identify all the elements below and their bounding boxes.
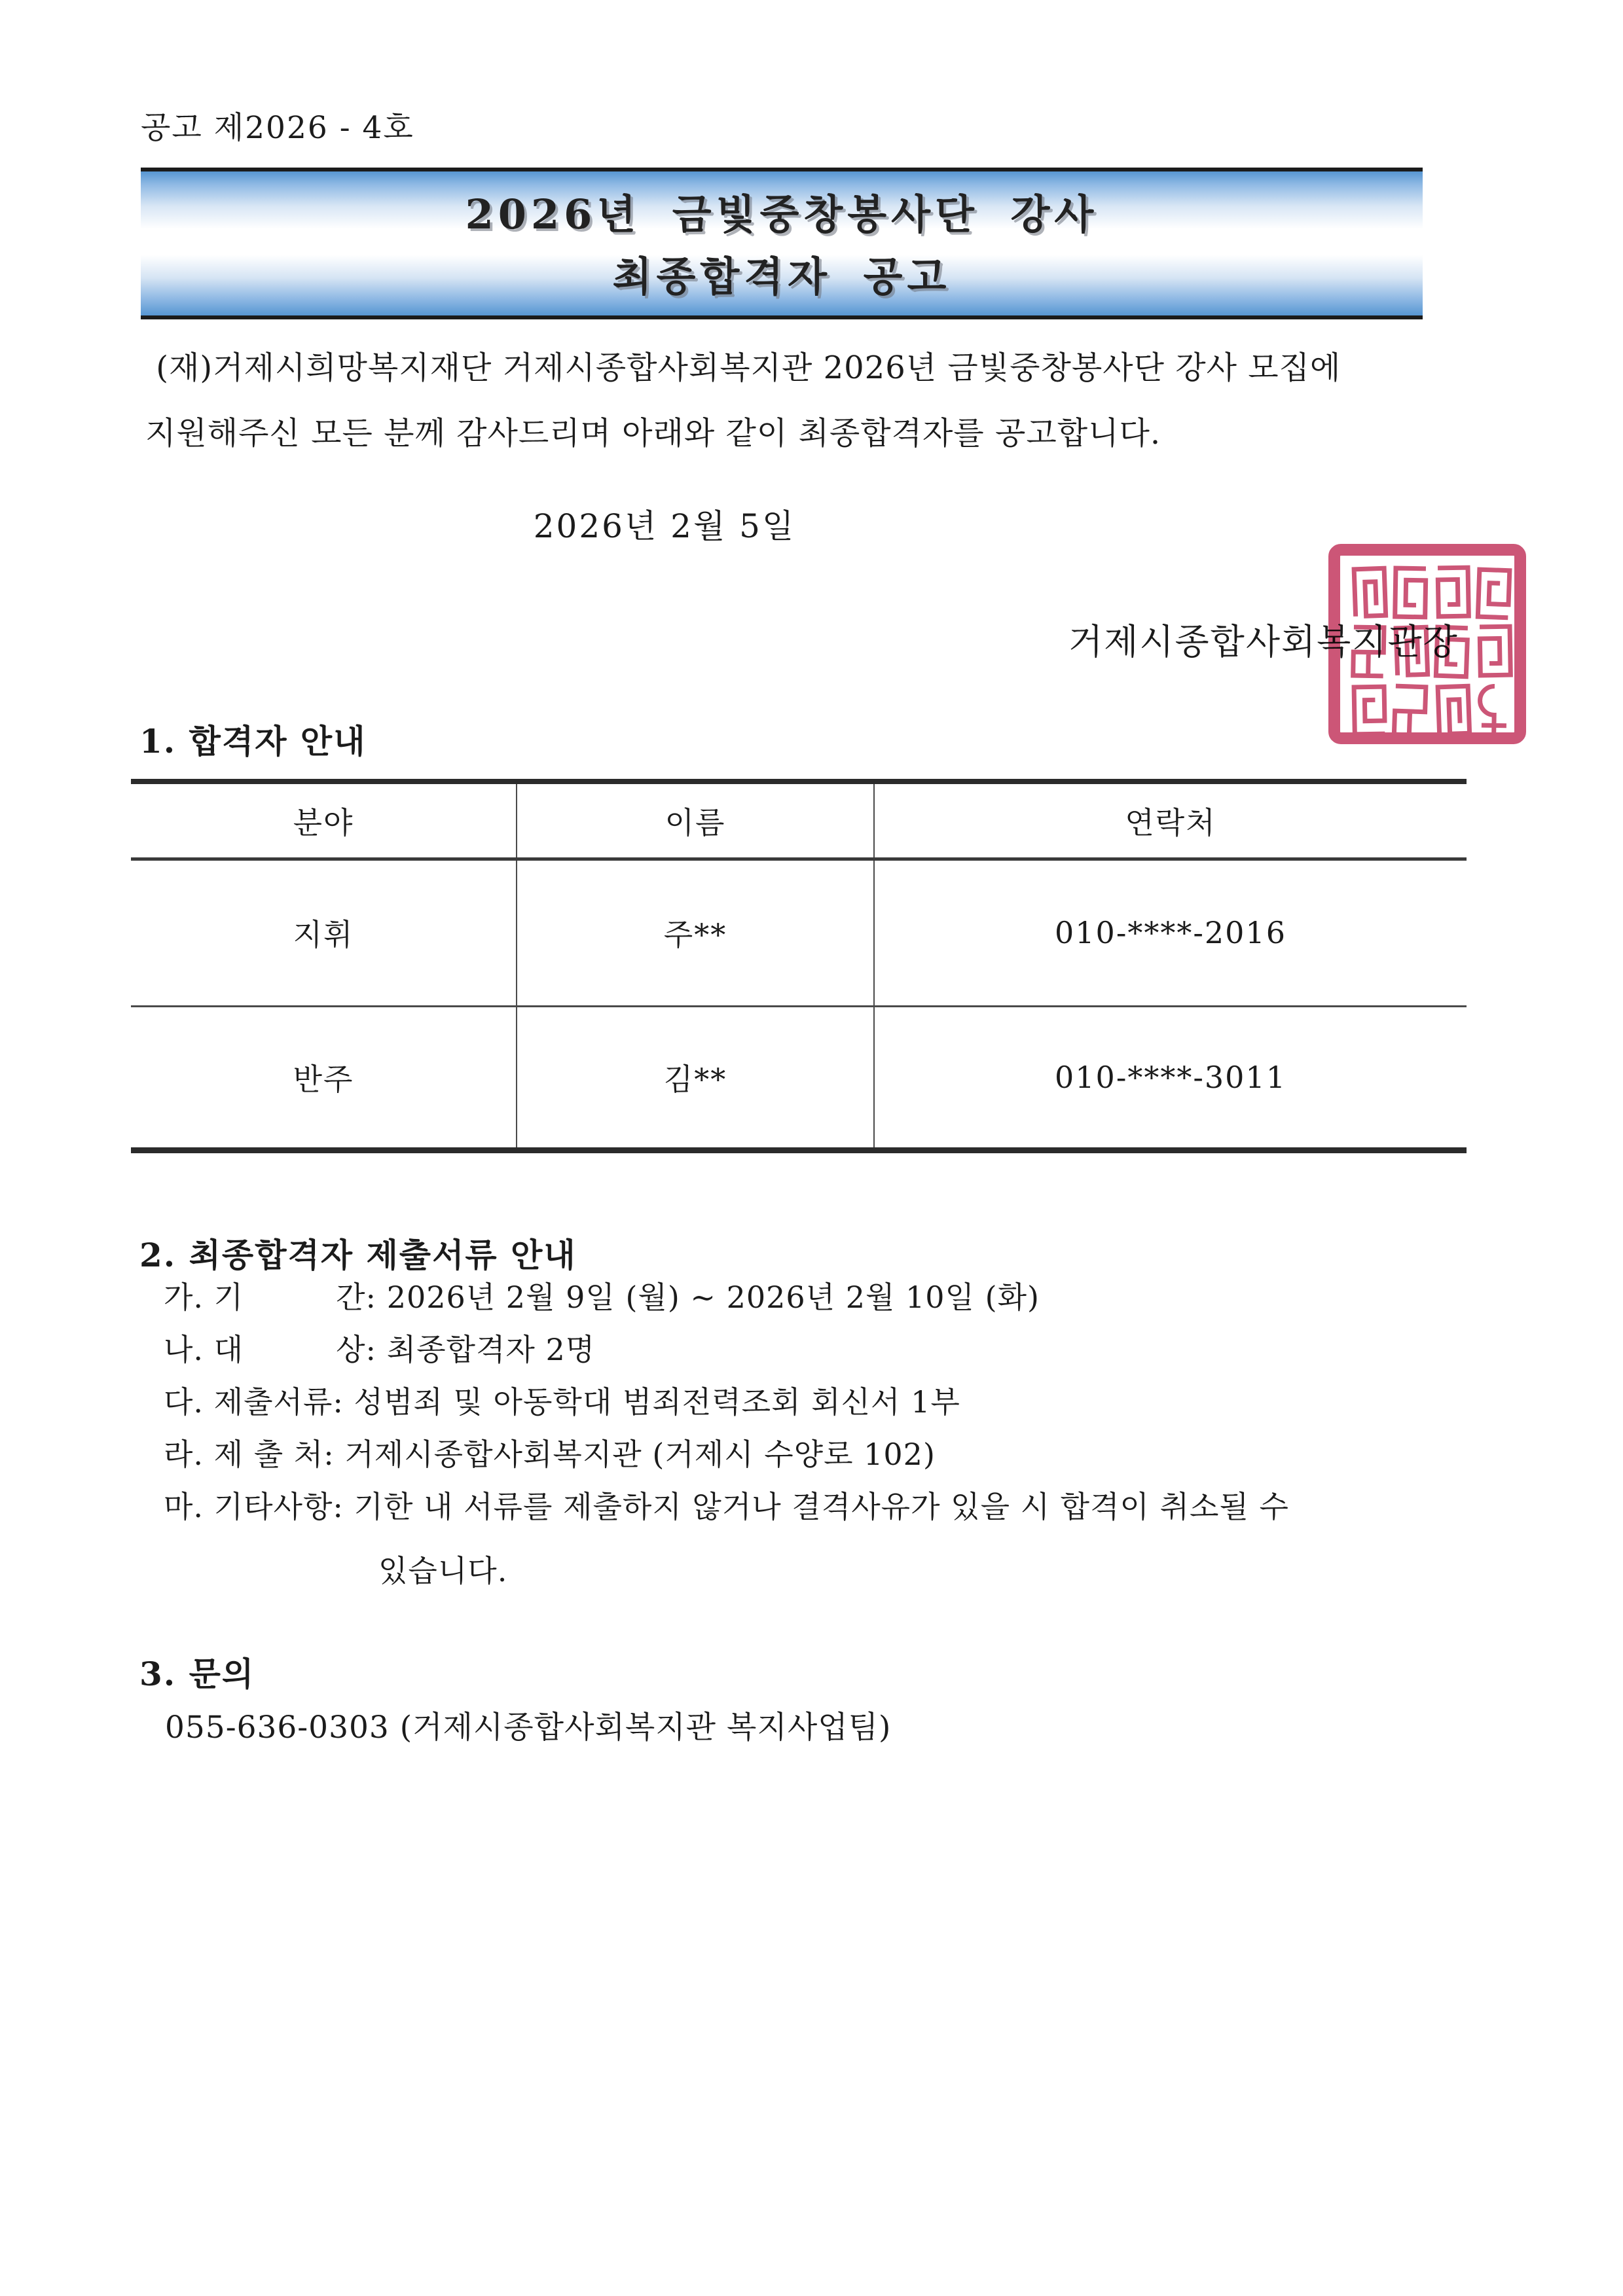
cell-field: 지휘 (131, 859, 517, 1006)
item-text: 성범죄 및 아동학대 범죄전력조회 회신서 1부 (354, 1384, 960, 1420)
cell-contact: 010-****-2016 (874, 859, 1467, 1006)
contact-phone-line: 055-636-0303 (거제시종합사회복지관 복지사업팀) (165, 1710, 892, 1746)
cell-name: 김** (517, 1006, 874, 1150)
item-label: 라. 제 출 처: (164, 1437, 345, 1472)
table-header-row (131, 781, 1467, 859)
item-text: 기한 내 서류를 제출하지 않거나 결격사유가 있을 시 합격이 취소될 수 (354, 1489, 1289, 1524)
intro-paragraph (145, 335, 1435, 466)
intro-line2: 지원해주신 모든 분께 감사드리며 아래와 같이 최종합격자를 공고합니다. (145, 415, 1161, 452)
list-item-documents (164, 1376, 1506, 1428)
section3-heading: 3. 문의 (139, 1655, 255, 1693)
cell-name: 주** (517, 859, 874, 1006)
column-header-name: 이름 (517, 781, 874, 859)
item-text: 거제시종합사회복지관 (거제시 수양로 102) (344, 1437, 936, 1472)
cell-contact: 010-****-3011 (874, 1006, 1467, 1150)
item-text: 최종합격자 2명 (386, 1332, 596, 1367)
banner-title-line2: 최종합격자 공고 (612, 253, 951, 300)
column-header-field: 분야 (131, 781, 517, 859)
cell-field: 반주 (293, 1061, 354, 1097)
item-label: 가. 기 간: (164, 1280, 387, 1315)
submission-info-list (164, 1271, 1506, 1597)
intro-line1: (재)거제시희망복지재단 거제시종합사회복지관 2026년 금빛중창봉사단 강사 모집에 (145, 350, 1341, 386)
document-number: 공고 제2026 - 4호 (141, 110, 414, 146)
official-seal-stamp-icon (1325, 541, 1529, 747)
announcement-date: 2026년 2월 5일 (533, 507, 796, 545)
section1-heading: 1. 합격자 안내 (139, 722, 367, 761)
successful-candidates-table (131, 779, 1467, 1153)
section2-heading: 2. 최종합격자 제출서류 안내 (139, 1236, 577, 1274)
list-item-etc (164, 1480, 1506, 1533)
list-item-etc-continuation: 있습니다. (378, 1553, 508, 1588)
title-banner (141, 168, 1423, 319)
list-item-submit-to (164, 1428, 1506, 1480)
item-text: 2026년 2월 9일 (월) ~ 2026년 2월 10일 (화) (386, 1280, 1040, 1315)
column-header-contact: 연락처 (874, 781, 1467, 859)
table-row (131, 859, 1467, 1006)
table-row (131, 1006, 1467, 1150)
list-item-period (164, 1271, 1506, 1323)
item-label: 나. 대 상: (164, 1332, 387, 1367)
list-item-target (164, 1323, 1506, 1376)
item-label: 마. 기타사항: (164, 1489, 354, 1524)
item-label: 다. 제출서류: (164, 1384, 354, 1420)
signer-title: 거제시종합사회복지관장 (1068, 621, 1459, 662)
banner-title-line1: 2026년 금빛중창봉사단 강사 (465, 190, 1099, 238)
